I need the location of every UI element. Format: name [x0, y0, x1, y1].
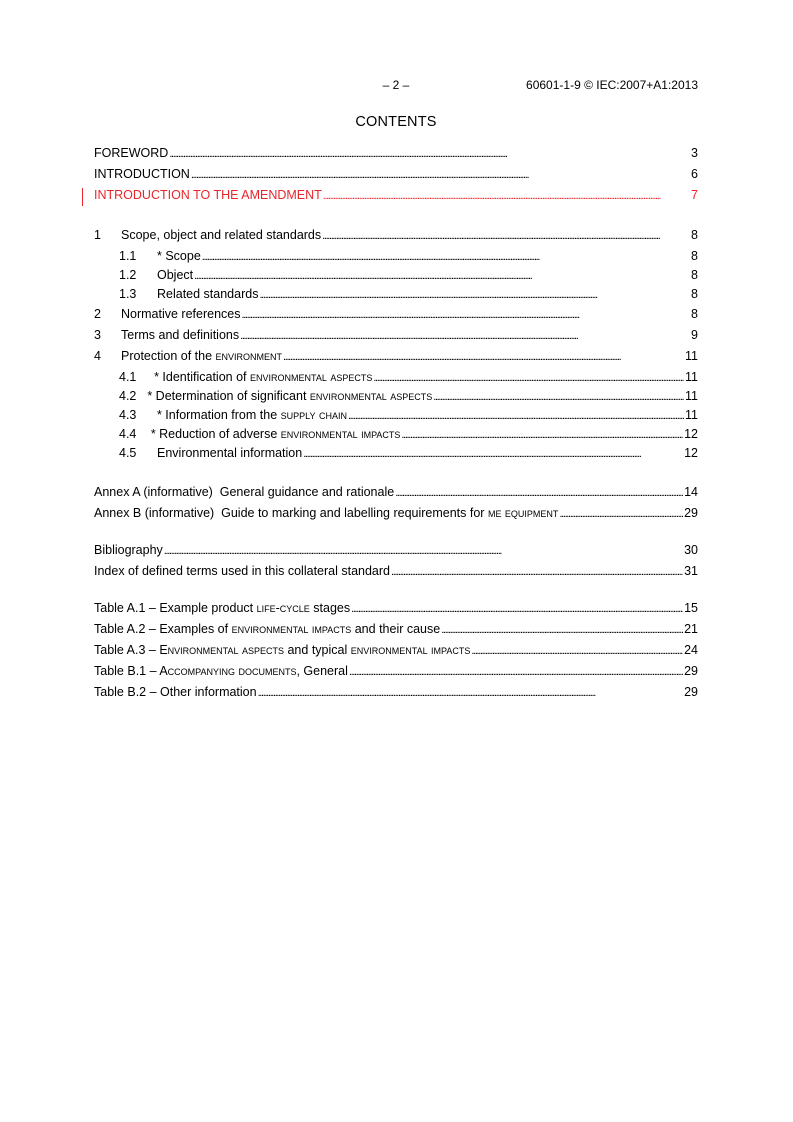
toc-entry-annex-a[interactable]: Annex A (informative) General guidance and rationale . . . 14 [94, 484, 698, 505]
toc-entry-table-b2[interactable]: Table B.2 – Other information . . . 29 [94, 684, 698, 705]
toc-entry-clause-4-5[interactable]: 4.5 Environmental information . . . 12 [94, 445, 698, 464]
toc-entry-foreword[interactable]: FOREWORD . . . 3 [94, 145, 698, 166]
toc-entry-clause-4-3[interactable]: 4.3 * Information from the supply chain . . . 11 [94, 407, 698, 426]
toc-entry-clause-4-2[interactable]: 4.2 * Determination of significant environmental aspects . . . 11 [94, 388, 698, 407]
contents-title: CONTENTS [355, 114, 437, 130]
page-number: – 2 – [382, 78, 410, 92]
toc-entry-clause-4-1[interactable]: 4.1 * Identification of environmental aspects . . . 11 [94, 369, 698, 388]
toc-entry-table-a3[interactable]: Table A.3 – Environmental aspects and typical environmental impacts . . . 24 [94, 642, 698, 663]
toc-entry-bibliography[interactable]: Bibliography . . . 30 [94, 542, 698, 563]
toc-entry-clause-3[interactable]: 3 Terms and definitions . . . 9 [94, 327, 698, 348]
toc-entry-clause-4-4[interactable]: 4.4 * Reduction of adverse environmental impacts . . . 12 [94, 426, 698, 445]
toc-entry-clause-1-2[interactable]: 1.2 Object . . . 8 [94, 267, 698, 286]
toc-entry-table-a2[interactable]: Table A.2 – Examples of environmental impacts and their cause . . . 21 [94, 621, 698, 642]
toc-entry-clause-2[interactable]: 2 Normative references . . . 8 [94, 306, 698, 327]
toc-entry-annex-b[interactable]: Annex B (informative) Guide to marking and labelling requirements for me equipment . . . 29 [94, 505, 698, 526]
toc-entry-clause-1-3[interactable]: 1.3 Related standards . . . 8 [94, 286, 698, 305]
toc-entry-index[interactable]: Index of defined terms used in this collateral standard . . . 31 [94, 563, 698, 584]
table-of-contents [94, 145, 698, 705]
standard-reference: 60601-1-9 © IEC:2007+A1:2013 [526, 78, 698, 92]
toc-entry-table-a1[interactable]: Table A.1 – Example product life-cycle stages . . . 15 [94, 600, 698, 621]
toc-entry-clause-1-1[interactable]: 1.1 * Scope . . . 8 [94, 248, 698, 267]
toc-entry-clause-1[interactable]: 1 Scope, object and related standards . . . 8 [94, 227, 698, 248]
toc-entry-introduction-amendment[interactable]: INTRODUCTION TO THE AMENDMENT . . . 7 [94, 187, 698, 208]
page-header [94, 78, 698, 94]
change-bar [82, 188, 83, 206]
toc-entry-introduction[interactable]: INTRODUCTION . . . 6 [94, 166, 698, 187]
toc-entry-clause-4[interactable]: 4 Protection of the environment . . . 11 [94, 348, 698, 369]
toc-entry-table-b1[interactable]: Table B.1 – Accompanying documents, General . . . 29 [94, 663, 698, 684]
